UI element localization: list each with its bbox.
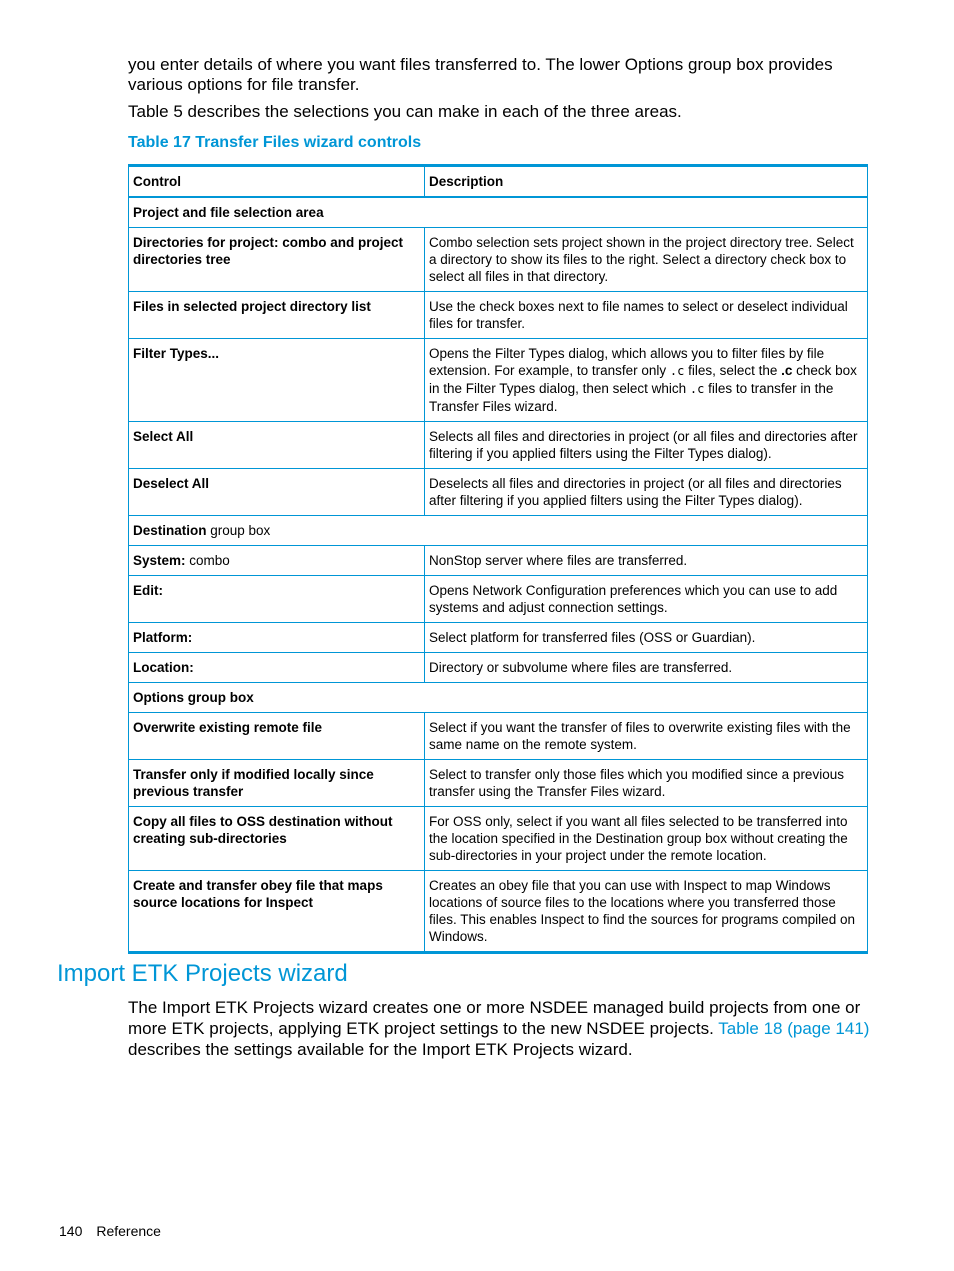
section-destination-group-box: [129, 516, 868, 546]
control-cell: Directories for project: combo and project directories tree: [129, 228, 425, 292]
desc-text: files, select the: [684, 363, 782, 378]
control-rest: combo: [185, 553, 230, 568]
control-cell: Platform:: [129, 623, 425, 653]
control-cell: Transfer only if modified locally since previous transfer: [129, 760, 425, 807]
table-row: [129, 546, 868, 576]
code-extension: .c: [689, 382, 705, 396]
control-cell: Overwrite existing remote file: [129, 713, 425, 760]
intro-paragraph-1: you enter details of where you want files transferred to. The lower Options group box provides various options for file transfer.: [128, 55, 833, 94]
description-cell: Select to transfer only those files which you modified since a previous transfer using the Transfer Files wizard.: [425, 760, 868, 807]
header-control: Control: [129, 166, 425, 198]
control-bold: System:: [133, 553, 186, 568]
section-project-file-selection: Project and file selection area: [129, 197, 868, 228]
table-section-row: [129, 516, 868, 546]
description-cell: For OSS only, select if you want all files selected to be transferred into the location specified in the Destination group box without creating the sub-directories in your project under the remote location.: [425, 807, 868, 871]
description-cell: Select if you want the transfer of files to overwrite existing files with the same name on the remote system.: [425, 713, 868, 760]
section-options-group-box: Options group box: [129, 683, 868, 713]
description-cell: Deselects all files and directories in project (or all files and directories after filtering if you applied filters using the Filter Types dialog).: [425, 469, 868, 516]
table-section-row: [129, 197, 868, 228]
table-row: [129, 339, 868, 422]
control-cell: Create and transfer obey file that maps source locations for Inspect: [129, 871, 425, 953]
description-cell: Selects all files and directories in project (or all files and directories after filtering if you applied filters using the Filter Types dialog).: [425, 422, 868, 469]
desc-text: Opens the Filter Types dialog, which allows you to filter files by file extension. For example, to transfer only: [429, 346, 825, 378]
page-number: 140: [59, 1223, 83, 1239]
control-cell: Edit:: [129, 576, 425, 623]
table-row: [129, 623, 868, 653]
footer-label: Reference: [96, 1223, 161, 1239]
code-extension: .c: [669, 364, 685, 378]
table-row: [129, 653, 868, 683]
control-cell: Filter Types...: [129, 339, 425, 422]
paragraph-text: The Import ETK Projects wizard creates one or more NSDEE managed build projects from one or more ETK projects, applying ETK project settings to the new NSDEE projects.: [128, 998, 861, 1038]
table-row: [129, 713, 868, 760]
description-cell: Directory or subvolume where files are transferred.: [425, 653, 868, 683]
table-header-row: [129, 166, 868, 198]
table-row: [129, 469, 868, 516]
description-cell: [425, 339, 868, 422]
description-cell: Creates an obey file that you can use with Inspect to map Windows locations of source files to the locations where you transferred those files. This enables Inspect to find the sources for programs compiled on Windows.: [425, 871, 868, 953]
table-row: [129, 292, 868, 339]
control-cell: Location:: [129, 653, 425, 683]
paragraph-text: describes the settings available for the Import ETK Projects wizard.: [128, 1040, 633, 1059]
description-cell: Combo selection sets project shown in the project directory tree. Select a directory to show its files to the right. Select a directory check box to select all files in that directory.: [425, 228, 868, 292]
transfer-files-controls-table: [128, 164, 868, 954]
table-section-row: [129, 683, 868, 713]
bold-extension: .c: [781, 363, 793, 378]
desc-text: check box in the Filter Types dialog, then select which: [429, 363, 857, 396]
desc-text: files to transfer in the Transfer Files wizard.: [429, 381, 834, 414]
table-row: [129, 576, 868, 623]
table-row: [129, 807, 868, 871]
table-title: Table 17 Transfer Files wizard controls: [128, 134, 422, 151]
page-footer: [59, 1223, 161, 1239]
table-18-link[interactable]: Table 18 (page 141): [718, 1019, 870, 1038]
control-cell: Select All: [129, 422, 425, 469]
section-rest: group box: [206, 523, 271, 538]
table-row: [129, 871, 868, 953]
section-heading: Import ETK Projects wizard: [57, 960, 348, 987]
description-cell: Opens Network Configuration preferences which you can use to add systems and adjust connection settings.: [425, 576, 868, 623]
control-cell: Copy all files to OSS destination without creating sub-directories: [129, 807, 425, 871]
table-row: [129, 760, 868, 807]
control-cell: Deselect All: [129, 469, 425, 516]
table-row: [129, 422, 868, 469]
description-cell: NonStop server where files are transferred.: [425, 546, 868, 576]
intro-text: [128, 55, 868, 129]
description-cell: Use the check boxes next to file names to select or deselect individual files for transfer.: [425, 292, 868, 339]
control-cell: Files in selected project directory list: [129, 292, 425, 339]
section-paragraph: [128, 997, 873, 1060]
header-description: Description: [425, 166, 868, 198]
intro-paragraph-2: Table 5 describes the selections you can make in each of the three areas.: [128, 102, 682, 121]
control-cell: [129, 546, 425, 576]
table-row: [129, 228, 868, 292]
description-cell: Select platform for transferred files (OSS or Guardian).: [425, 623, 868, 653]
section-bold: Destination: [133, 523, 207, 538]
